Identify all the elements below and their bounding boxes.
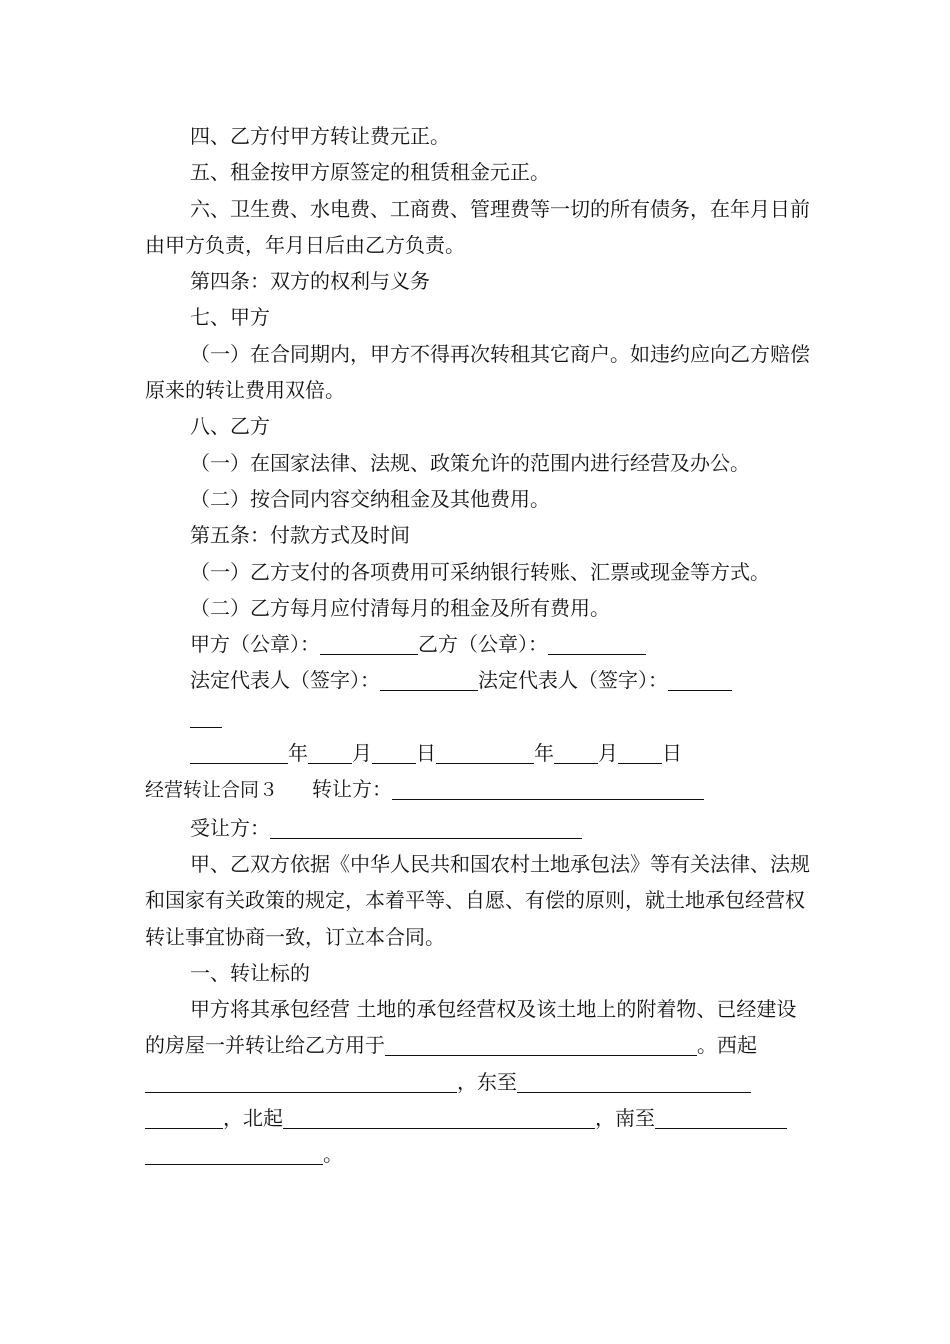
west-label: 西起 [717, 1033, 757, 1058]
transferee-line [145, 810, 810, 846]
payment-item-1: （一）乙方支付的各项费用可采纳银行转账、汇票或现金等方式。 [190, 559, 770, 584]
usage-blank[interactable] [385, 1031, 697, 1056]
date-a-year-blank[interactable] [190, 739, 288, 764]
date-b-month-blank[interactable] [554, 739, 598, 764]
east-blank-cont[interactable] [145, 1104, 223, 1129]
clause-7-item-1: （一）在合同期内，甲方不得再次转租其它商户。如违约应向乙方赔偿原来的转让费用双倍。 [145, 341, 810, 403]
rep-b-label: 法定代表人（签字）： [478, 668, 668, 693]
west-blank[interactable] [145, 1068, 457, 1093]
party-a-seal-label: 甲方（公章）： [190, 632, 320, 657]
date-a-month: 月 [352, 741, 372, 766]
section-1-heading: 一、转让标的 [190, 960, 310, 985]
clause-5: 五、租金按甲方原签定的租赁租金元正。 [190, 160, 550, 185]
transfer-subject-clause [145, 991, 810, 1172]
clause-7-heading: 七、甲方 [190, 305, 270, 330]
transferor-blank[interactable] [392, 775, 704, 800]
rep-b-blank[interactable] [668, 666, 732, 691]
rep-b-blank-cont[interactable] [190, 703, 222, 728]
article-5-heading: 第五条：付款方式及时间 [190, 523, 410, 548]
transfer-subject-text: 甲方将其承包经营 土地的承包经营权及该土地上的附着物、已经建设的房屋一并转让给乙方用于 [145, 997, 797, 1058]
date-a-month-blank[interactable] [308, 739, 352, 764]
payment-item-2: （二）乙方每月应付清每月的租金及所有费用。 [190, 595, 610, 620]
contract3-intro: 甲、乙双方依据《中华人民共和国农村土地承包法》等有关法律、法规和国家有关政策的规定，本着平等、自愿、有偿的原则，就土地承包经营权转让事宜协商一致，订立本合同。 [145, 851, 810, 949]
date-b-year: 年 [534, 741, 554, 766]
date-a-year: 年 [288, 741, 308, 766]
representative-line-cont [145, 699, 810, 735]
clause-8-heading: 八、乙方 [190, 414, 270, 439]
party-b-seal-label: 乙方（公章）： [418, 632, 548, 657]
transferee-blank[interactable] [270, 814, 582, 839]
north-label: ，北起 [223, 1106, 283, 1131]
clause-8-item-1: （一）在国家法律、法规、政策允许的范围内进行经营及办公。 [190, 450, 750, 475]
article-4-heading: 第四条：双方的权利与义务 [190, 269, 430, 294]
contract3-title: 经营转让合同３ [145, 780, 279, 802]
east-label: ，东至 [457, 1069, 517, 1094]
contract3-title-line [145, 771, 810, 809]
transferor-label: 转让方： [312, 777, 393, 802]
date-line [145, 735, 810, 771]
party-b-seal-blank[interactable] [548, 630, 646, 655]
seal-line [145, 626, 810, 662]
date-b-year-blank[interactable] [436, 739, 534, 764]
clause-4: 四、乙方付甲方转让费元正。 [190, 124, 450, 148]
party-a-seal-blank[interactable] [320, 630, 418, 655]
date-b-day-blank[interactable] [618, 739, 662, 764]
clause-6: 六、卫生费、水电费、工商费、管理费等一切的所有债务，在年月日前由甲方负责，年月日后由乙方负责。 [145, 196, 810, 257]
representative-line [145, 662, 810, 698]
transferee-label: 受让方： [190, 815, 270, 840]
usage-period: 。 [697, 1033, 717, 1058]
south-label: ，南至 [595, 1106, 655, 1131]
east-blank[interactable] [517, 1068, 751, 1093]
clause-8-item-2: （二）按合同内容交纳租金及其他费用。 [190, 486, 550, 511]
date-b-month: 月 [598, 741, 618, 766]
end-period: 。 [323, 1142, 343, 1167]
date-a-day: 日 [416, 741, 436, 766]
north-blank[interactable] [283, 1104, 595, 1129]
rep-a-label: 法定代表人（签字）： [190, 668, 380, 693]
south-blank[interactable] [655, 1104, 787, 1129]
rep-a-blank[interactable] [380, 666, 478, 691]
date-a-day-blank[interactable] [372, 739, 416, 764]
date-b-day: 日 [662, 741, 682, 766]
south-blank-cont[interactable] [145, 1140, 323, 1165]
